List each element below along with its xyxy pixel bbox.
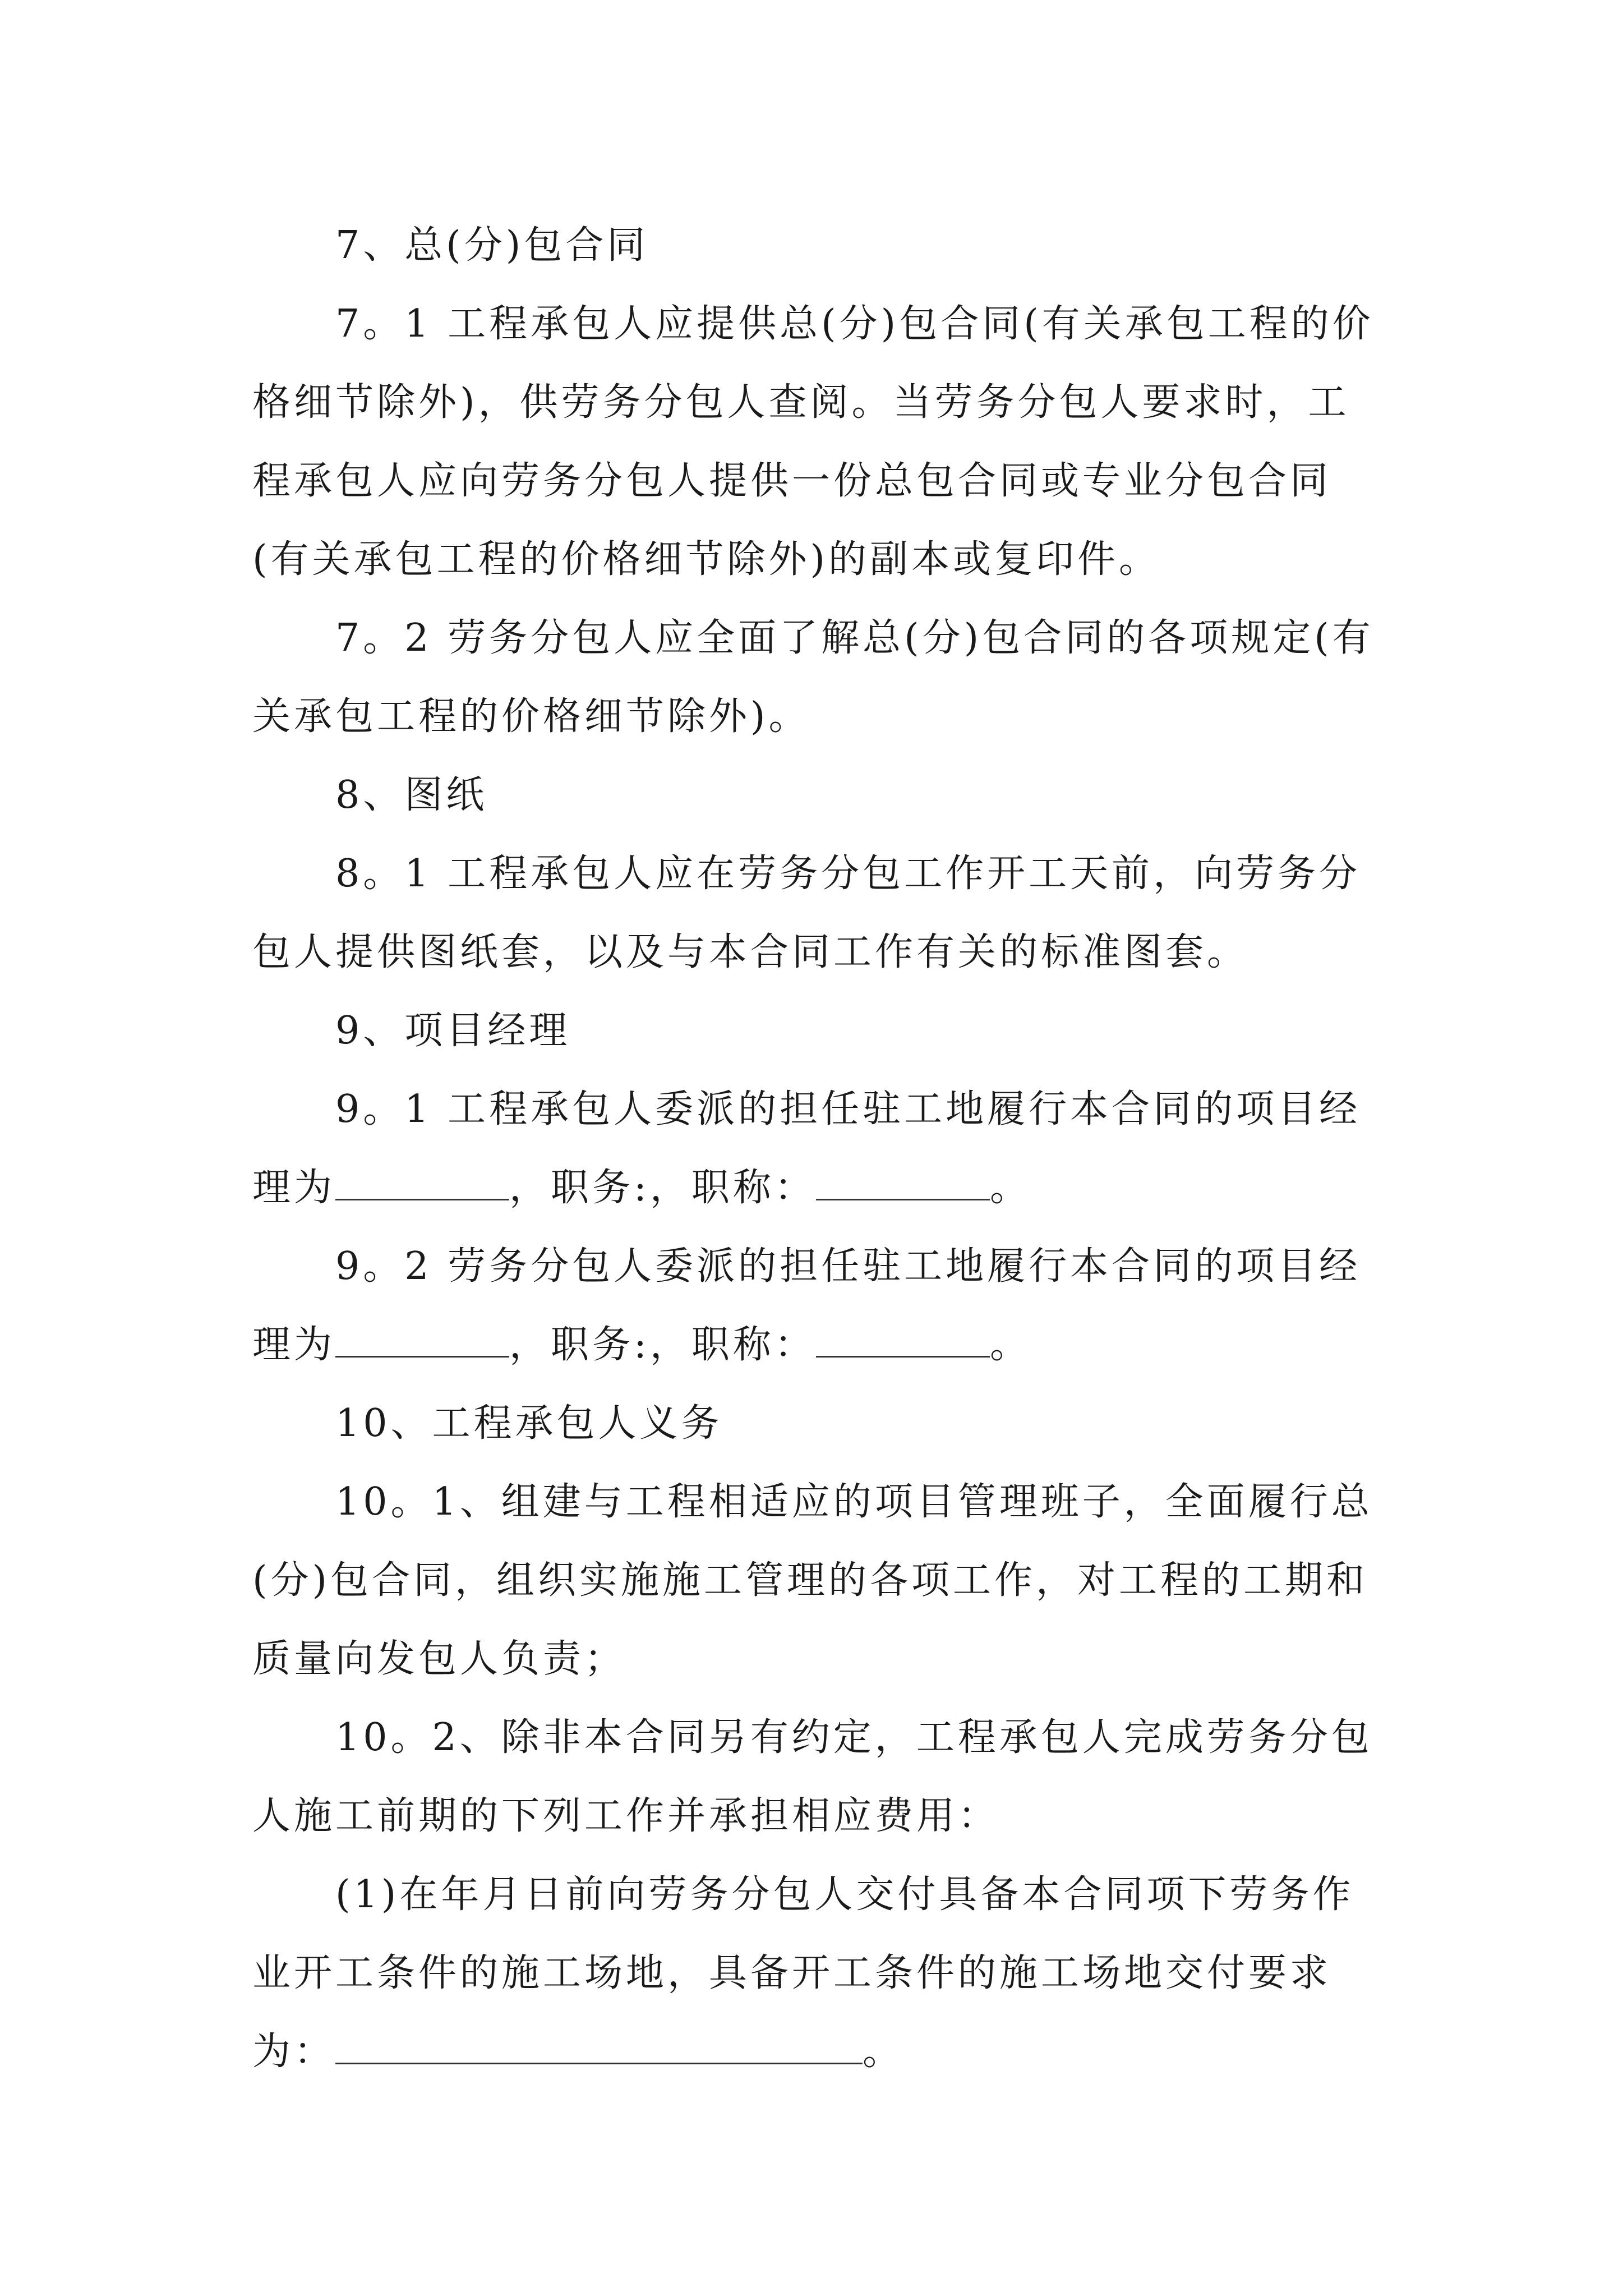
clause-text: 9。2 劳务分包人委派的担任驻工地履行本合同的项目经理为 xyxy=(252,1244,1361,1367)
clause-10-2: 10。2、除非本合同另有约定，工程承包人完成劳务分包人施工前期的下列工作并承担相应费用： xyxy=(252,1715,1373,1838)
clause-text: (1)在年月日前向劳务分包人交付具备本合同项下劳务作业开工条件的施工场地，具备开工条件的施工场地交付要求为： xyxy=(252,1872,1354,2074)
clause-text: ，职务:，职称： xyxy=(509,1323,816,1367)
fill-in-blank xyxy=(335,2017,863,2064)
section-heading-10: 10、工程承包人义务 xyxy=(335,1401,723,1446)
clause-text: 9。1 工程承包人委派的担任驻工地履行本合同的项目经理为 xyxy=(252,1087,1361,1210)
clause-9-2 xyxy=(252,1227,1391,1384)
section-heading-9: 9、项目经理 xyxy=(335,1009,571,1053)
fill-in-blank xyxy=(816,1153,990,1200)
clause-10-2-item-1 xyxy=(252,1856,1391,2091)
clause-7-2: 7。2 劳务分包人应全面了解总(分)包合同的各项规定(有关承包工程的价格细节除外)。 xyxy=(252,616,1374,739)
section-heading-8: 8、图纸 xyxy=(335,773,488,817)
fill-in-blank xyxy=(335,1310,509,1358)
clause-7-1: 7。1 工程承包人应提供总(分)包合同(有关承包工程的价格细节除外)，供劳务分包人查阅。当劳务分包人要求时，工程承包人应向劳务分包人提供一份总包合同或专业分包合同(有关承包工程的价格细节除外)的副本或复印件。 xyxy=(252,302,1374,582)
clause-8-1: 8。1 工程承包人应在劳务分包工作开工天前，向劳务分包人提供图纸套，以及与本合同工作有关的标准图套。 xyxy=(252,852,1361,974)
clause-text: ，职务:，职称： xyxy=(509,1166,816,1210)
clause-text: 。 xyxy=(989,1166,1031,1210)
fill-in-blank xyxy=(816,1310,990,1358)
clause-text: 。 xyxy=(989,1323,1031,1367)
section-heading-7: 7、总(分)包合同 xyxy=(335,223,649,268)
fill-in-blank xyxy=(335,1153,509,1200)
clause-9-1 xyxy=(252,1070,1391,1227)
document-body xyxy=(252,206,1391,2091)
clause-10-1: 10。1、组建与工程相适应的项目管理班子，全面履行总(分)包合同，组织实施施工管理的各项工作，对工程的工期和质量向发包人负责； xyxy=(252,1480,1373,1681)
clause-text: 。 xyxy=(863,2030,905,2074)
